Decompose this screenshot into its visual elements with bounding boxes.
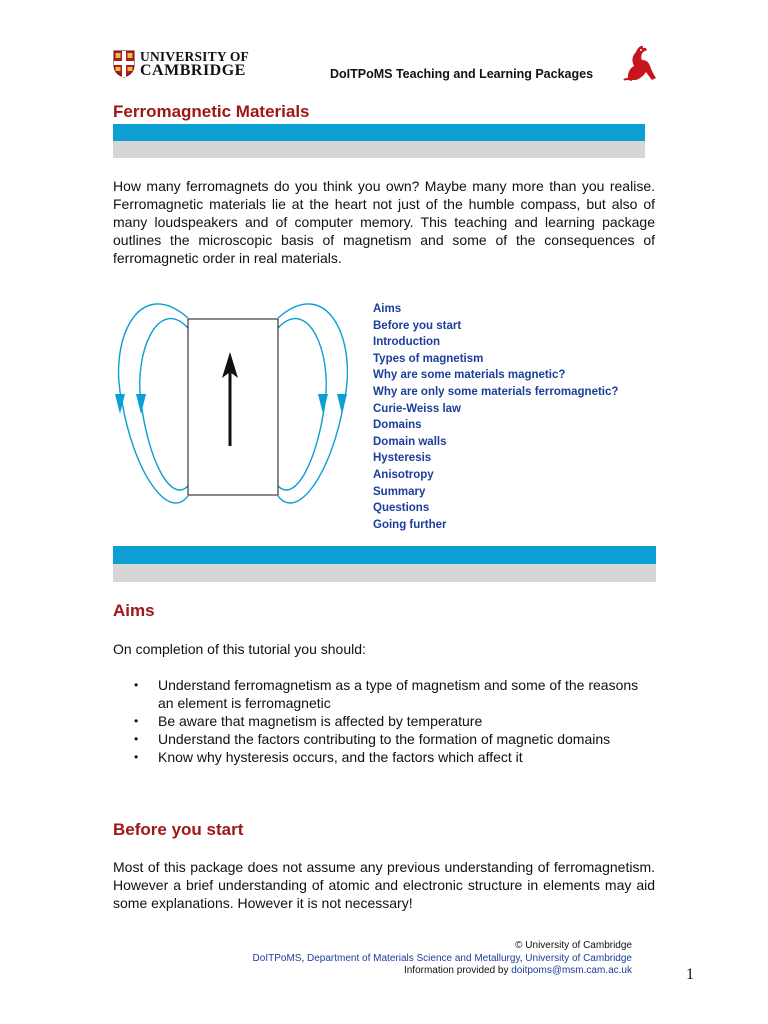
toc-domain-walls[interactable]: Domain walls <box>373 435 447 448</box>
aims-list <box>113 676 655 766</box>
footer-email-link[interactable]: doitpoms@msm.cam.ac.uk <box>511 965 632 976</box>
document-title: Ferromagnetic Materials <box>113 102 310 121</box>
header-band-blue <box>113 124 645 141</box>
aims-bullet: • Be aware that magnetism is affected by temperature <box>113 712 655 730</box>
toc-before-you-start[interactable]: Before you start <box>373 319 462 332</box>
toc-types-of-magnetism[interactable]: Types of magnetism <box>373 352 484 365</box>
table-of-contents <box>373 301 618 533</box>
field-line-right-inner <box>278 319 326 490</box>
field-line-left-outer <box>119 304 188 503</box>
aims-heading: Aims <box>113 601 155 620</box>
toc-anisotropy[interactable]: Anisotropy <box>373 468 434 481</box>
section-band-gray <box>113 564 656 582</box>
intro-paragraph: How many ferromagnets do you think you own? Maybe many more than you realise. Ferromagnetic materials lie at the heart not just of the humble compass, but also of many loudspeakers and of computer memory. This teaching and learning package outlines the microscopic basis of magnetism and some of the consequences of ferromagnetic order in real materials. <box>113 178 655 266</box>
toc-going-further[interactable]: Going further <box>373 518 447 531</box>
aims-bullet: • Know why hysteresis occurs, and the factors which affect it <box>113 748 655 766</box>
crest-icon <box>113 50 135 78</box>
footer-doitpoms-link[interactable]: DoITPoMS <box>252 952 302 964</box>
toc-aims[interactable]: Aims <box>373 303 402 315</box>
before-heading: Before you start <box>113 820 244 839</box>
kangaroo-icon <box>622 44 658 82</box>
field-line-left-inner <box>140 319 188 490</box>
toc-summary[interactable]: Summary <box>373 485 426 498</box>
footer <box>253 940 632 978</box>
field-arrow-right-inner <box>318 394 328 414</box>
logo-line-1: UNIVERSITY OF <box>140 49 249 64</box>
toc-why-ferromagnetic[interactable]: Why are only some materials ferromagnetic? <box>373 385 619 398</box>
toc-introduction[interactable]: Introduction <box>373 336 441 349</box>
magnet-bar <box>188 319 278 495</box>
footer-separator: , <box>301 952 308 964</box>
header-band-gray <box>113 141 645 158</box>
before-paragraph: Most of this package does not assume any previous understanding of ferromagnetism. However a brief understanding of atomic and electronic structure in elements may aid some explanations. However it is not necessary! <box>113 859 655 911</box>
section-band-blue <box>113 546 656 564</box>
cambridge-logo <box>113 50 253 80</box>
aims-bullet: • Understand ferromagnetism as a type of magnetism and some of the reasons an element is ferromagnetic <box>113 676 655 712</box>
package-title: DoITPoMS Teaching and Learning Packages <box>330 67 594 81</box>
field-line-right-outer <box>278 304 347 503</box>
page-number: 1 <box>686 966 694 983</box>
footer-university-link[interactable]: University of Cambridge <box>525 952 632 964</box>
bar-magnet-diagram <box>108 282 348 532</box>
toc-questions[interactable]: Questions <box>373 502 430 515</box>
field-arrow-left-inner <box>136 394 146 414</box>
footer-department-link[interactable]: Department of Materials Science and Metallurgy <box>307 952 520 964</box>
aims-bullet: • Understand the factors contributing to the formation of magnetic domains <box>113 730 655 748</box>
footer-copyright: © University of Cambridge <box>515 940 632 951</box>
aims-lead: On completion of this tutorial you should: <box>113 641 366 657</box>
toc-domains[interactable]: Domains <box>373 419 422 432</box>
field-arrow-right-outer <box>337 394 347 414</box>
footer-separator: , <box>519 952 526 964</box>
toc-curie-weiss-law[interactable]: Curie-Weiss law <box>373 402 461 415</box>
footer-info-label: Information provided by <box>403 965 512 976</box>
toc-why-magnetic[interactable]: Why are some materials magnetic? <box>373 369 566 382</box>
toc-hysteresis[interactable]: Hysteresis <box>373 452 432 465</box>
logo-line-2: CAMBRIDGE <box>140 62 246 79</box>
